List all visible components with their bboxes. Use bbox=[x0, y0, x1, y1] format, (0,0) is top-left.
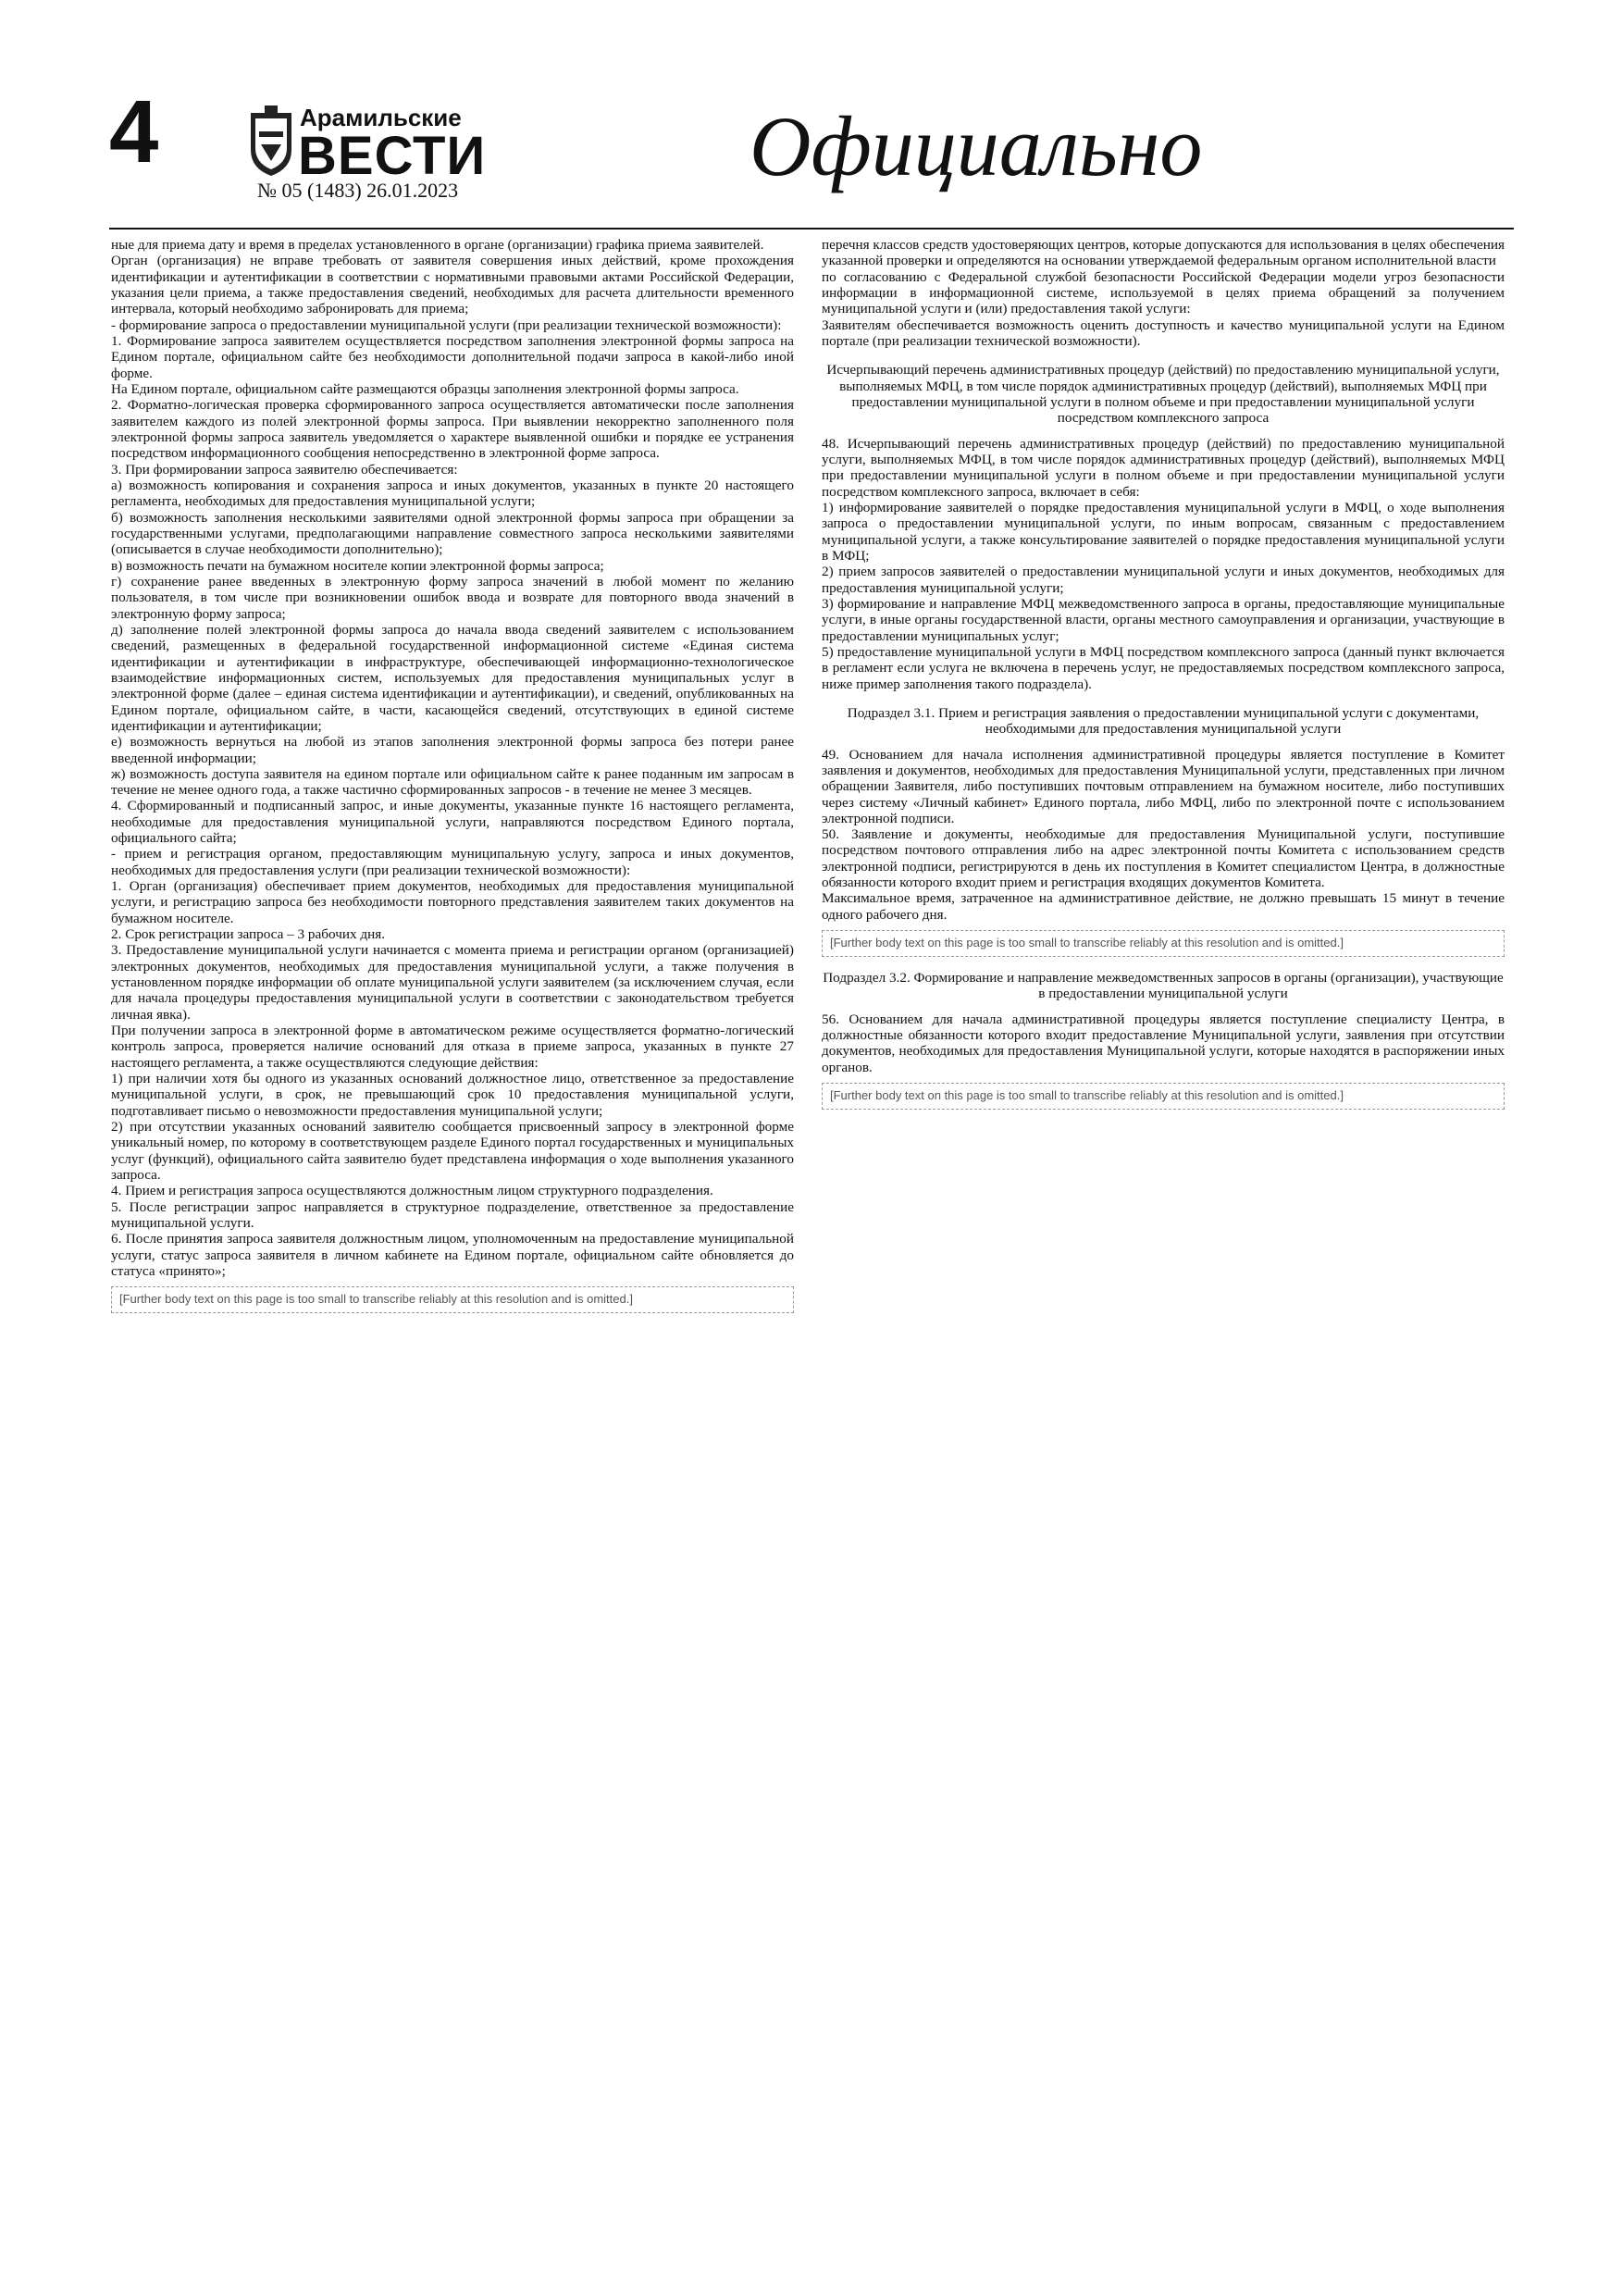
paragraph: 3) формирование и направление МФЦ межведомственного запроса в органы, предоставляющие муниципальные услуги, в иные органы государственной власти, органы местного самоуправления и организации, участвующие в предоставлении муниципальных услуг; bbox=[822, 595, 1505, 644]
issue-number-date: № 05 (1483) 26.01.2023 bbox=[257, 179, 459, 202]
paragraph: На Едином портале, официальном сайте размещаются образцы заполнения электронной формы запроса. bbox=[111, 380, 739, 397]
paragraph: 56. Основанием для начала административной процедуры является поступление специалисту Центра, в должностные обязанности которого входит предоставление Муниципальной услуги, заявления при отсутствии документов, необходимых для предоставления Муниципальной услуги, которые находятся в распоряжении иных органов. bbox=[822, 1011, 1505, 1075]
page-number: 4 bbox=[109, 82, 159, 181]
masthead-rule bbox=[109, 228, 1514, 230]
paragraph: а) возможность копирования и сохранения запроса и иных документов, указанных в пункте 20 настоящего регламента, необходимых для предоставления муниципальной услуги; bbox=[111, 477, 794, 510]
paragraph: г) сохранение ранее введенных в электронную форму запроса значений в любой момент по желанию пользователя, в том числе при возникновении ошибок ввода и возврате для повторного ввода значений в электронную форму запроса; bbox=[111, 573, 794, 622]
paragraph: 6. После принятия запроса заявителя должностным лицом, уполномоченным на предоставление муниципальной услуги, статус запроса заявителя в личном кабинете на Едином портале, официальном сайте обновляется до статуса «принято»; bbox=[111, 1231, 794, 1279]
section-heading: Подраздел 3.2. Формирование и направление межведомственных запросов в органы (организации), участвующие в предоставлении муниципальной услуги bbox=[823, 969, 1504, 1002]
paragraph: б) возможность заполнения несколькими заявителями одной электронной формы запроса при обращении за государственными услугами, предполагающими направление совместного запроса несколькими заявителями (описывается в случае необходимости дополнительно); bbox=[111, 509, 794, 558]
paragraph: 2. Форматно-логическая проверка сформированного запроса осуществляется автоматически после заполнения заявителем каждого из полей электронной формы запроса. При выявлении некорректно заполненного поля электронной формы запроса заявитель уведомляется о характере выявленной ошибки и порядке ее устранения посредством информационного сообщения непосредственно в электронной форме запроса. bbox=[111, 397, 794, 462]
paragraph: д) заполнение полей электронной формы запроса до начала ввода сведений заявителем с использованием сведений, размещенных в федеральной государственной информационной системе «Единая система идентификации и аутентификации в инфраструктуре, обеспечивающей информационно-технологическое взаимодействие информационных систем, используемых для предоставления муниципальных услуг в электронной форме (далее – единая система идентификации и аутентификации), и сведений, опубликованных на Едином портале, официальном сайте, в части, касающейся сведений, отсутствующих в единой системе идентификации и аутентификации; bbox=[111, 621, 794, 734]
paragraph: ные для приема дату и время в пределах установленного в органе (организации) графика приема заявителей. bbox=[111, 237, 764, 253]
paragraph: в) возможность печати на бумажном носителе копии электронной формы запроса; bbox=[111, 557, 604, 574]
paragraph: е) возможность вернуться на любой из этапов заполнения электронной формы запроса без потери ранее введенной информации; bbox=[111, 734, 794, 766]
omission-note: [Further body text on this page is too small to transcribe reliably at this resolution and is omitted.] bbox=[822, 930, 1505, 957]
paragraph: 2) прием запросов заявителей о предоставлении муниципальной услуги и иных документов, необходимых для предоставления муниципальной услуги; bbox=[822, 564, 1505, 596]
logo-big-text: ВЕСТИ bbox=[298, 126, 487, 186]
logo-small-text: Арамильские bbox=[300, 104, 462, 131]
paragraph: 1) информирование заявителей о порядке предоставления муниципальной услуги в МФЦ, о ходе выполнения запроса о предоставлении муниципальной услуги, по иным вопросам, связанным с предоставлением муниципальной услуги, а также консультирование заявителей о порядке предоставления муниципальной услуги в МФЦ; bbox=[822, 499, 1505, 564]
paragraph: 50. Заявление и документы, необходимые для предоставления Муниципальной услуги, поступившие посредством почтового отправления либо на адрес электронной почты Комитета с использованием средств электронной подписи, регистрируются в день их поступления в Комитет специалистом Центра, в должностные обязанности которого входит прием и регистрация входящих документов Комитета. bbox=[822, 826, 1505, 891]
paragraph: 3. При формировании запроса заявителю обеспечивается: bbox=[111, 461, 458, 478]
coat-of-arms-icon bbox=[248, 104, 294, 178]
paragraph: 5) предоставление муниципальной услуги в МФЦ посредством комплексного запроса (данный пункт включается в регламент если услуга не включена в перечень услуг, не предоставляемых посредством комплексного запроса, ниже пример заполнения такого подраздела). bbox=[822, 643, 1505, 692]
masthead bbox=[0, 0, 1623, 231]
paragraph: 49. Основанием для начала исполнения административной процедуры является поступление в Комитет заявления и документов, необходимых для предоставления Муниципальной услуги, представленных при личном обращении Заявителя, либо поступивших почтовым отправлением на бумажном носителе, либо поступивших через систему «Личный кабинет» Единого портала, либо МФЦ, либо по электронной почте с использованием электронной подписи. bbox=[822, 746, 1505, 826]
paragraph: 3. Предоставление муниципальной услуги начинается с момента приема и регистрации органом (организацией) электронных документов, необходимых для предоставления муниципальной услуги, а также получения в установленном порядке информации об оплате муниципальной услуги заявителем (за исключением случая, если для начала процедуры предоставления муниципальной услуги в соответствии с законодательством требуется личная явка). bbox=[111, 942, 794, 1023]
paragraph: перечня классов средств удостоверяющих центров, которые допускаются для использования в целях обеспечения указанной проверки и определяются на основании утверждаемой федеральным органом исполнительной власти bbox=[822, 237, 1505, 269]
paragraph: 4. Прием и регистрация запроса осуществляются должностным лицом структурного подразделения. bbox=[111, 1183, 713, 1199]
paragraph: 1. Орган (организация) обеспечивает прием документов, необходимых для предоставления муниципальной услуги, и регистрацию запроса без необходимости повторного представления заявителем таких документов на бумажном носителе. bbox=[111, 878, 794, 926]
omission-note: [Further body text on this page is too small to transcribe reliably at this resolution and is omitted.] bbox=[822, 1083, 1505, 1110]
paragraph: 2) при отсутствии указанных оснований заявителю сообщается присвоенный запросу в электронной форме уникальный номер, по которому в соответствующем разделе Единого портал государственных и муниципальных услуг (функций), официального сайта заявителю будет представлена информация о ходе выполнения указанного запроса. bbox=[111, 1119, 794, 1184]
paragraph: Максимальное время, затраченное на административное действие, не должно превышать 15 минут в течение одного рабочего дня. bbox=[822, 890, 1505, 923]
left-column bbox=[111, 237, 794, 2264]
right-column bbox=[822, 237, 1505, 2264]
paragraph: по согласованию с Федеральной службой безопасности Российской Федерации модели угроз безопасности информации в информационной системе, используемой в целях приема обращений за получением муниципальной услуги и (или) предоставления такой услуги: bbox=[822, 268, 1505, 317]
paragraph: 5. После регистрации запрос направляется в структурное подразделение, ответственное за предоставление муниципальной услуги. bbox=[111, 1198, 794, 1232]
paragraph: Орган (организация) не вправе требовать от заявителя совершения иных действий, кроме прохождения идентификации и аутентификации в соответствии с нормативными правовыми актами Российской Федерации, указания цели приема, а также предоставления сведений, необходимых для расчета длительности временного интервала, который необходимо забронировать для приема; bbox=[111, 253, 794, 317]
paragraph: 4. Сформированный и подписанный запрос, и иные документы, указанные пункте 16 настоящего регламента, необходимые для предоставления муниципальной услуги, направляются посредством Единого портала, официального сайта; bbox=[111, 798, 794, 847]
paragraph: 2. Срок регистрации запроса – 3 рабочих дня. bbox=[111, 926, 385, 943]
paragraph: Заявителям обеспечивается возможность оценить доступность и качество муниципальной услуги на Едином портале (при реализации технической возможности). bbox=[822, 316, 1505, 349]
paragraph: 1) при наличии хотя бы одного из указанных оснований должностное лицо, ответственное за предоставление муниципальной услуги, в срок, не превышающий срок 10 предоставления муниципальной услуги, подготавливает письмо о невозможности предоставления муниципальной услуги; bbox=[111, 1071, 794, 1119]
paragraph: При получении запроса в электронной форме в автоматическом режиме осуществляется форматно-логический контроль запроса, проверяется наличие оснований для отказа в приеме запроса, указанных в пункте 27 настоящего регламента, а также осуществляются следующие действия: bbox=[111, 1023, 794, 1071]
section-heading: Исчерпывающий перечень административных процедур (действий) по предоставлению муниципальной услуги, выполняемых МФЦ, в том числе порядок административных процедур (действий), выполняемых МФЦ при предоставлении муниципальной услуги в полном объеме и при предоставлении муниципальной услуги посредством комплексного запроса bbox=[826, 362, 1500, 427]
paragraph: ж) возможность доступа заявителя на едином портале или официальном сайте к ранее поданным им запросам в течение не менее одного года, а также частично сформированных запросов - в течение не менее 3 месяцев. bbox=[111, 765, 794, 799]
paragraph: - прием и регистрация органом, предоставляющим муниципальную услугу, запроса и иных документов, необходимых для предоставления услуги (при реализации технической возможности): bbox=[111, 846, 794, 878]
omission-note: [Further body text on this page is too small to transcribe reliably at this resolution and is omitted.] bbox=[111, 1286, 794, 1313]
section-title: Официально bbox=[750, 99, 1203, 193]
paragraph: 1. Формирование запроса заявителем осуществляется посредством заполнения электронной формы запроса на Едином портале, официальном сайте без необходимости дополнительной подачи запроса в какой-либо иной форме. bbox=[111, 332, 794, 381]
paragraph: 48. Исчерпывающий перечень административных процедур (действий) по предоставлению муниципальной услуги, выполняемых МФЦ, в том числе порядок административных процедур (действий), выполняемых МФЦ при предоставлении муниципальной услуги в полном объеме и при предоставлении муниципальной услуги посредством комплексного запроса, включает в себя: bbox=[822, 435, 1505, 500]
section-heading: Подраздел 3.1. Прием и регистрация заявления о предоставлении муниципальной услуги с документами, необходимыми для предоставления муниципальной услуги bbox=[847, 704, 1480, 738]
paragraph: - формирование запроса о предоставлении муниципальной услуги (при реализации технической возможности): bbox=[111, 316, 782, 333]
